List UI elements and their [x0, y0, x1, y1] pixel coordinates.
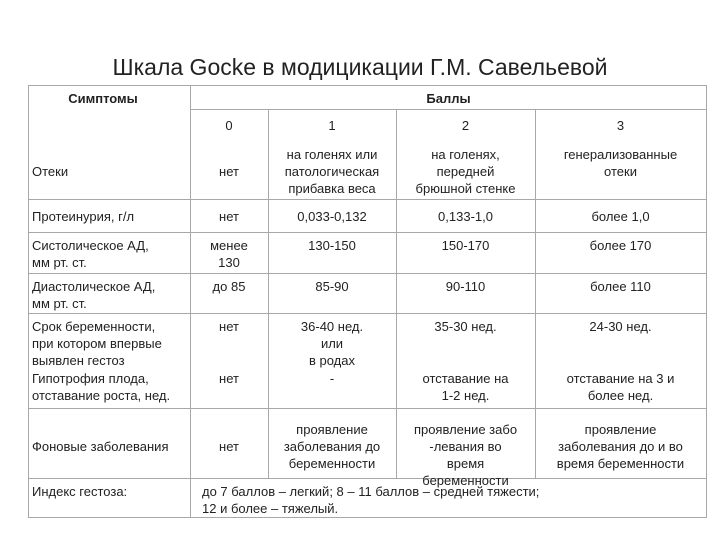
row-divider	[28, 199, 707, 200]
header-score-1: 1	[328, 118, 336, 133]
row-divider	[28, 273, 707, 274]
score-cell: 35-30 нед.	[434, 319, 497, 334]
score-cell: проявление забо -левания во время беременности	[413, 422, 518, 488]
score-cell: 85-90	[315, 279, 349, 294]
score-cell: до 85	[212, 279, 246, 294]
header-score-3: 3	[616, 118, 625, 133]
symptom-label: Гипотрофия плода, отставание роста, нед.	[32, 371, 171, 403]
row-divider	[28, 232, 707, 233]
score-cell: нет	[219, 439, 239, 454]
score-cell: 90-110	[445, 279, 486, 294]
score-cell: менее 130	[210, 238, 248, 270]
row-divider	[28, 313, 707, 314]
row-divider	[28, 478, 707, 479]
symptom-label: Срок беременности, при котором впервые выявлен гестоз	[32, 319, 162, 368]
score-cell: 130-150	[308, 238, 356, 253]
header-points: Баллы	[426, 91, 471, 106]
score-cell: нет	[219, 164, 239, 179]
score-cell: на голенях, передней брюшной стенке	[415, 147, 516, 196]
score-cell: нет	[219, 371, 239, 386]
symptom-label: Систолическое АД, мм рт. ст.	[32, 238, 149, 270]
score-cell: отставание на 1-2 нед.	[422, 371, 509, 403]
score-cell: более 1,0	[591, 209, 650, 224]
symptom-label: Протеинурия, г/л	[32, 209, 135, 224]
page-title: Шкала Gocke в модицикации Г.М. Савельевой	[112, 54, 608, 80]
index-text: до 7 баллов – легкий; 8 – 11 баллов – средней тяжести; 12 и более – тяжелый.	[202, 484, 540, 516]
score-cell: более 170	[589, 238, 652, 253]
score-cell: 0,133-1,0	[438, 209, 493, 224]
score-cell: отставание на 3 и более нед.	[566, 371, 675, 403]
table-border-left	[28, 85, 29, 518]
score-cell: -	[329, 371, 335, 386]
score-cell: на голенях или патологическая прибавка веса	[284, 147, 380, 196]
score-cell: 0,033-0,132	[297, 209, 367, 224]
header-symptoms: Симптомы	[68, 91, 138, 106]
score-cell: более 110	[590, 279, 651, 294]
score-cell: 36-40 нед. или в родах	[300, 319, 364, 368]
score-cell: проявление заболевания до и во время беременности	[556, 422, 685, 471]
symptom-label: Фоновые заболевания	[32, 439, 169, 454]
table-border-right	[706, 85, 707, 518]
row-divider	[28, 408, 707, 409]
score-cell: нет	[219, 209, 239, 224]
table-border-bottom	[28, 517, 707, 518]
score-cell: генерализованные отеки	[563, 147, 678, 179]
score-cell: 24-30 нед.	[589, 319, 652, 334]
score-cell: нет	[219, 319, 239, 334]
index-label: Индекс гестоза:	[32, 484, 128, 499]
table-border-top	[28, 85, 707, 86]
header-score-0: 0	[225, 118, 233, 133]
symptom-label: Отеки	[32, 164, 69, 179]
gestosis-scale-table	[28, 85, 707, 518]
header-score-2: 2	[461, 118, 470, 133]
score-cell: 150-170	[441, 238, 490, 253]
symptom-label: Диастолическое АД, мм рт. ст.	[32, 279, 156, 311]
score-cell: проявление заболевания до беременности	[283, 422, 381, 471]
